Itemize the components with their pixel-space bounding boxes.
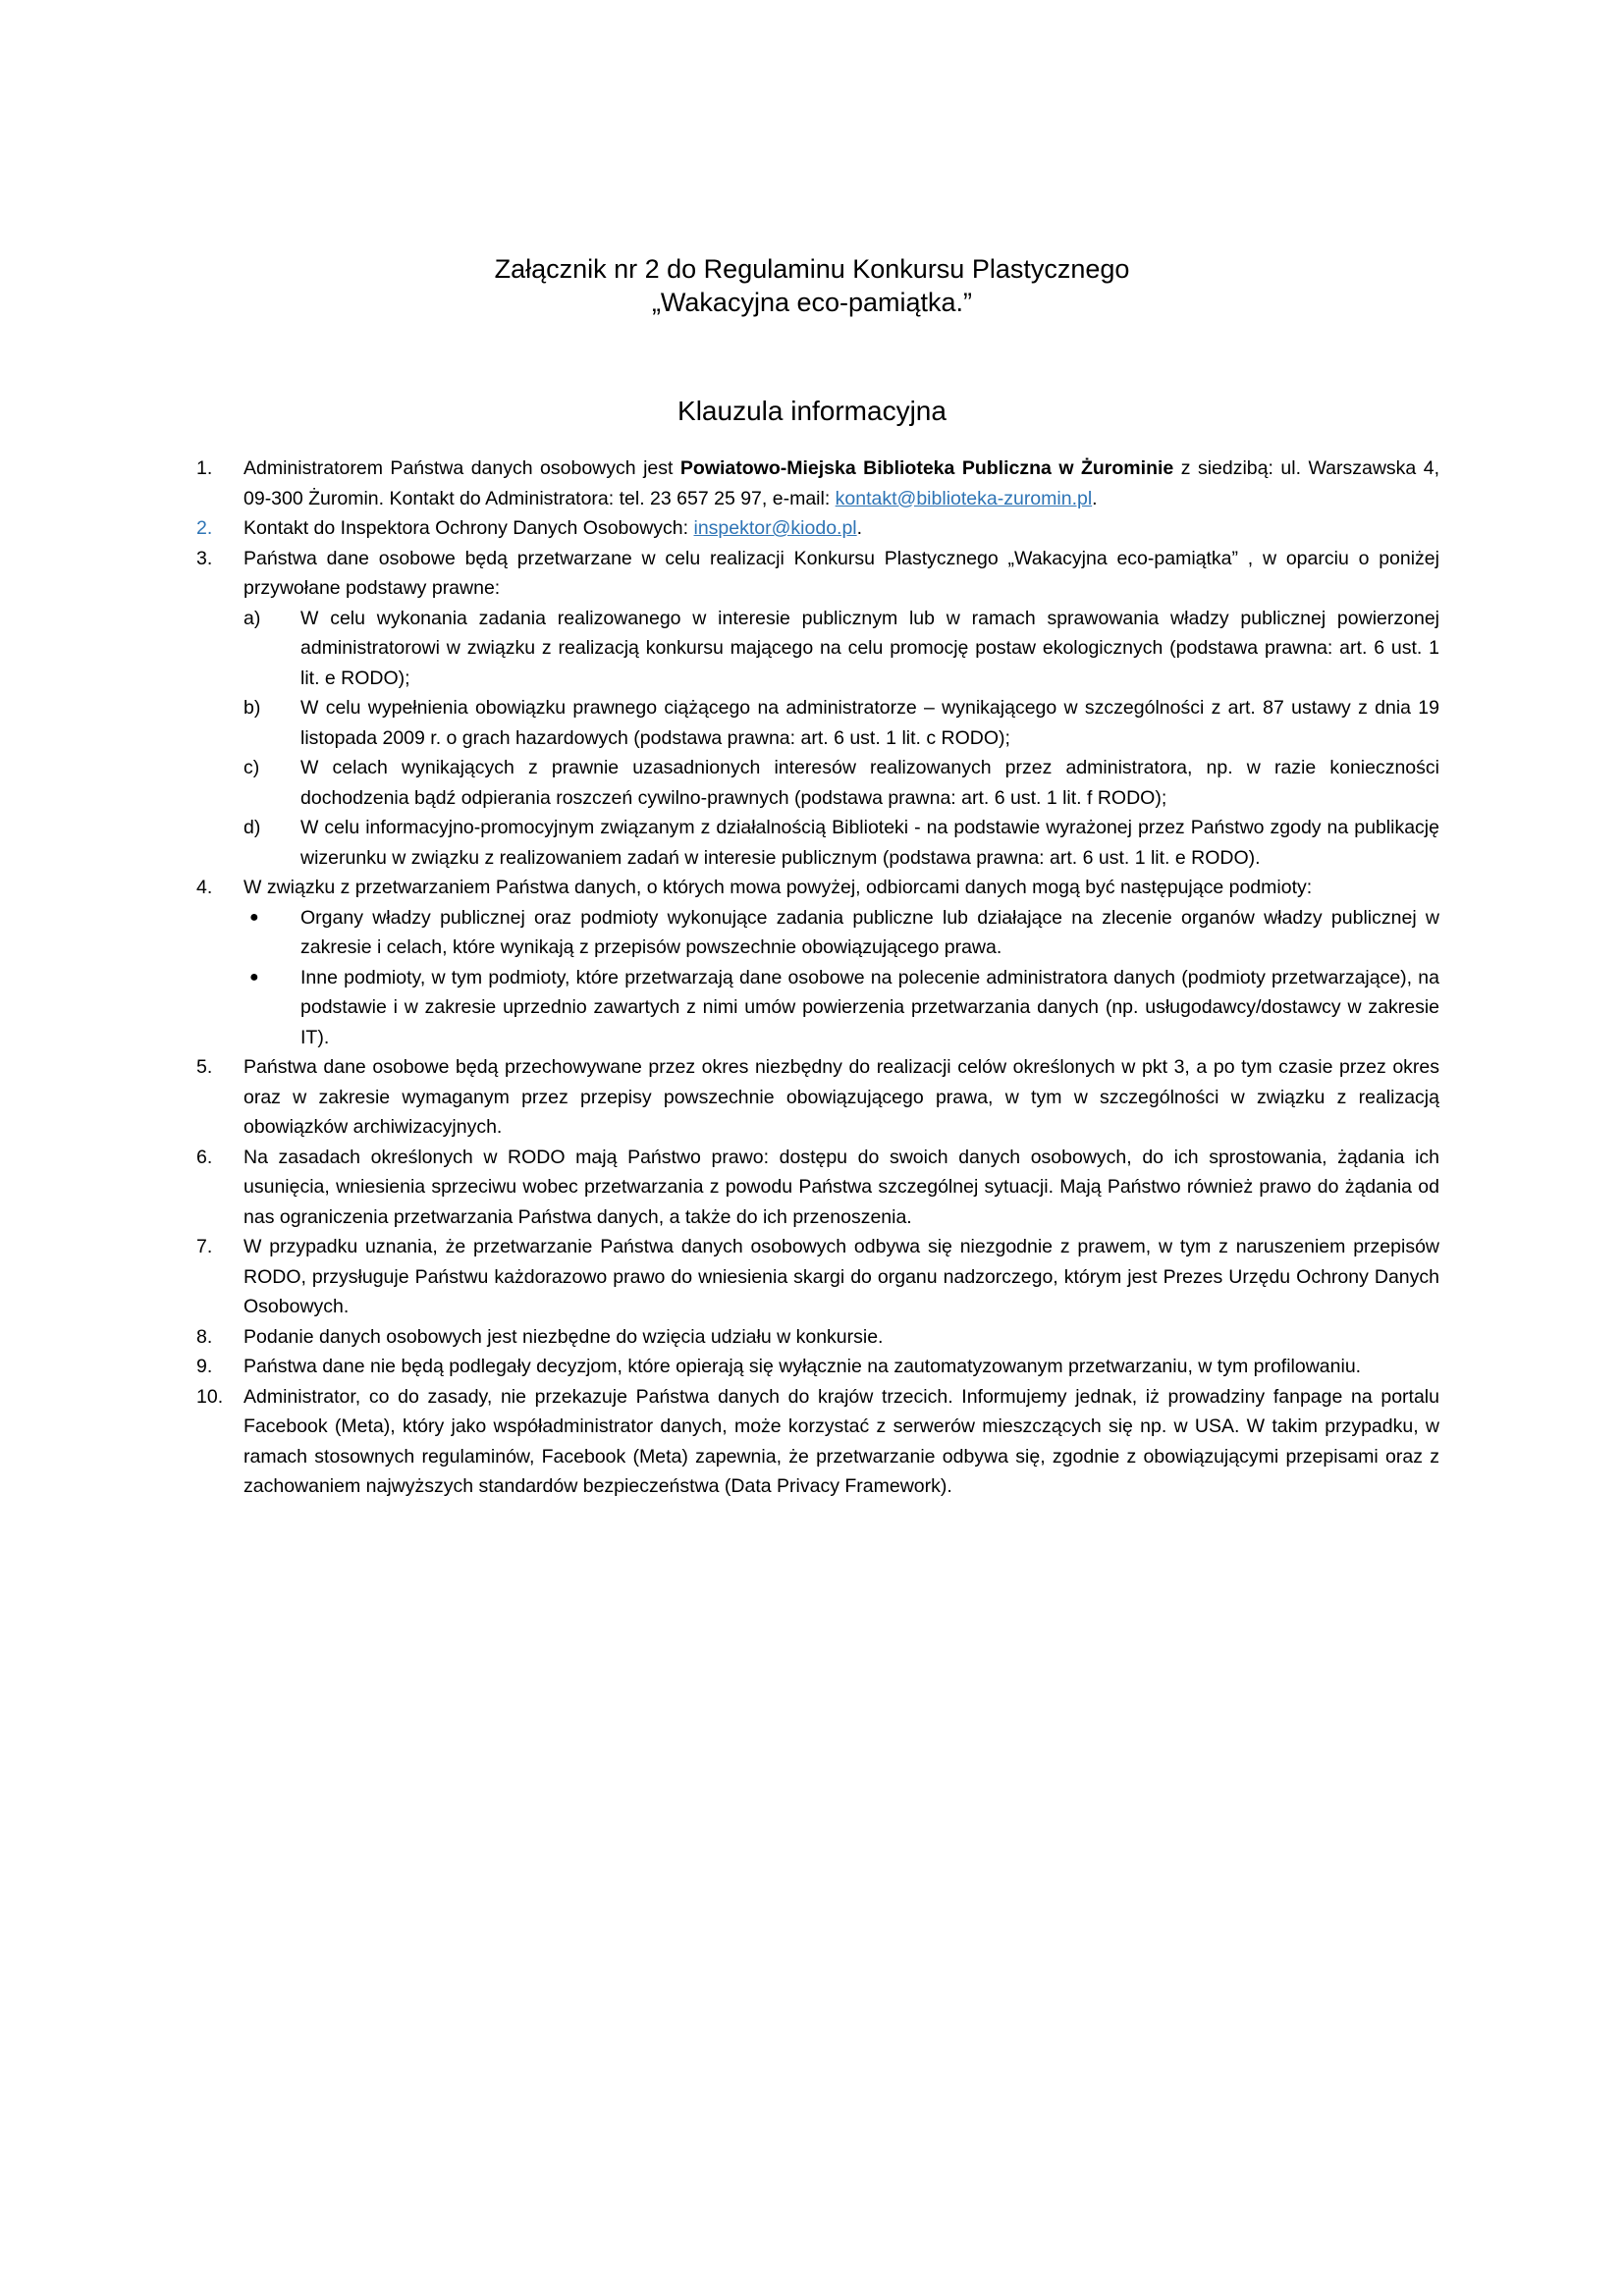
item-number: 2. [196,517,213,539]
sub-item-text: W celu wykonania zadania realizowanego w interesie publicznym lub w ramach sprawowania władzy publicznej powierzonej administratorowi w związku z realizacją konkursu mającego na celu promocję postaw ekologicznych (podstawa prawna: art. 6 ust. 1 lit. e RODO); [300,607,1439,689]
bullet-item [244,903,1439,963]
item-number: 3. [196,547,213,569]
item-number: 10. [196,1385,224,1408]
sub-item [244,693,1439,753]
item-text [244,454,1439,513]
list-item [196,1352,1439,1382]
list-item [196,513,1439,544]
list-item [196,1382,1439,1502]
item-text-part: . [856,517,863,539]
sub-item-label: b) [244,697,261,719]
list-item [196,544,1439,874]
list-item [196,873,1439,1052]
item-number: 6. [196,1146,213,1168]
sub-item [244,813,1439,873]
sub-item-label: c) [244,757,260,778]
item-number: 1. [196,457,213,479]
contest-name: „Wakacyjna eco-pamiątka.” [651,288,973,317]
item-text [244,544,1439,874]
bullet-text: Inne podmioty, w tym podmioty, które przetwarzają dane osobowe na polecenie administratora danych (podmioty przetwarzające), na podstawie i w zakresie uprzednio zawartych z nimi umów powierzenia przetwarzania danych (np. usługodawcy/dostawcy w zakresie IT). [300,966,1439,1048]
item-text: Na zasadach określonych w RODO mają Państwo prawo: dostępu do swoich danych osobowych, do ich sprostowania, żądania ich usunięcia, wniesienia sprzeciwu wobec przetwarzania z powodu Państwa szczególnej sytuacji. Mają Państwo również prawo do żądania od nas ograniczenia przetwarzania Państwa danych, a także do ich przenoszenia. [244,1146,1439,1228]
item-text [244,513,1439,544]
inspector-email-link[interactable]: inspektor@kiodo.pl [693,517,857,539]
clause-list [196,454,1439,1502]
item-number: 7. [196,1236,213,1257]
page-title: Klauzula informacyjna [677,396,947,426]
sub-item-label: d) [244,817,261,838]
list-item [196,1052,1439,1143]
item-text-part: . [1092,487,1098,509]
item-text: Administrator, co do zasady, nie przekazuje Państwa danych do krajów trzecich. Informujemy jednak, iż prowadziny fanpage na portalu Facebook (Meta), który jako współadministrator danych, może korzystać z serwerów mieszczących się np. w USA. W takim przypadku, w ramach stosownych regulaminów, Facebook (Meta) zapewnia, że przetwarzanie odbywa się, zgodnie z obowiązującymi przepisami oraz z zachowaniem najwyższych standardów bezpieczeństwa (Data Privacy Framework). [244,1385,1439,1497]
list-item [196,1143,1439,1233]
sub-item-label: a) [244,607,261,629]
item-text: Państwa dane nie będą podlegały decyzjom, które opierają się wyłącznie na zautomatyzowanym przetwarzaniu, w tym profilowaniu. [244,1356,1362,1377]
list-item [196,1322,1439,1353]
item-text: Podanie danych osobowych jest niezbędne do wzięcia udziału w konkursie. [244,1325,884,1348]
bullet-icon: ● [249,968,259,986]
item-text-part: Administratorem Państwa danych osobowych jest [244,457,680,479]
sub-item-text: W celu informacyjno-promocyjnym związanym z działalnością Biblioteki - na podstawie wyrażonej przez Państwo zgody na publikację wizerunku w związku z realizowaniem zadań w interesie publicznym (podstawa prawna: art. 6 ust. 1 lit. e RODO). [300,817,1439,869]
bullet-text: Organy władzy publicznej oraz podmioty wykonujące zadania publiczne lub działające na zlecenie organów władzy publicznej w zakresie i celach, które wynikają z przepisów powszechnie obowiązującego prawa. [300,906,1439,958]
item-intro: Państwa dane osobowe będą przetwarzane w celu realizacji Konkursu Plastycznego „Wakacyjna eco-pamiątka” , w oparciu o poniżej przywołane podstawy prawne: [244,547,1439,599]
item-number: 9. [196,1356,213,1377]
sub-item-text: W celach wynikających z prawnie uzasadnionych interesów realizowanych przez administratora, np. w razie konieczności dochodzenia bądź odpierania roszczeń cywilno-prawnych (podstawa prawna: art. 6 ust. 1 lit. f RODO); [300,757,1439,809]
sub-item-text: W celu wypełnienia obowiązku prawnego ciążącego na administratorze – wynikającego w szczególności z art. 87 ustawy z dnia 19 listopada 2009 r. o grach hazardowych (podstawa prawna: art. 6 ust. 1 lit. c RODO); [300,697,1439,749]
item-intro: W związku z przetwarzaniem Państwa danych, o których mowa powyżej, odbiorcami danych mogą być następujące podmioty: [244,877,1313,898]
item-number: 8. [196,1325,213,1348]
item-text-part: z siedzibą: ul. Warszawska 4, 09-300 Żuromin. Kontakt do Administratora: tel. 23 657 25 97, e-mail: [244,457,1439,509]
bullet-icon: ● [249,908,259,926]
sub-item [244,753,1439,813]
administrator-name: Powiatowo-Miejska Biblioteka Publiczna w Żurominie [679,457,1174,479]
item-number: 5. [196,1056,213,1078]
list-item [196,454,1439,513]
item-text: W przypadku uznania, że przetwarzanie Państwa danych osobowych odbywa się niezgodnie z prawem, w tym z naruszeniem przepisów RODO, przysługuje Państwu każdorazowo prawo do wniesienia skargi do organu nadzorczego, którym jest Prezes Urzędu Ochrony Danych Osobowych. [244,1236,1439,1317]
item-number: 4. [196,877,213,898]
bullet-item [244,963,1439,1053]
item-text: Państwa dane osobowe będą przechowywane przez okres niezbędny do realizacji celów określonych w pkt 3, a po tym czasie przez okres oraz w zakresie wymaganym przez przepisy powszechnie obowiązującego prawa, w tym w szczególności w związku z realizacją obowiązków archiwizacyjnych. [244,1056,1439,1138]
annex-heading: Załącznik nr 2 do Regulaminu Konkursu Plastycznego [494,254,1130,284]
item-text [244,873,1439,1052]
list-item [196,1232,1439,1322]
administrator-email-link[interactable]: kontakt@biblioteka-zuromin.pl [835,487,1093,509]
sub-item [244,604,1439,694]
item-text-part: Kontakt do Inspektora Ochrony Danych Osobowych: [244,517,694,539]
